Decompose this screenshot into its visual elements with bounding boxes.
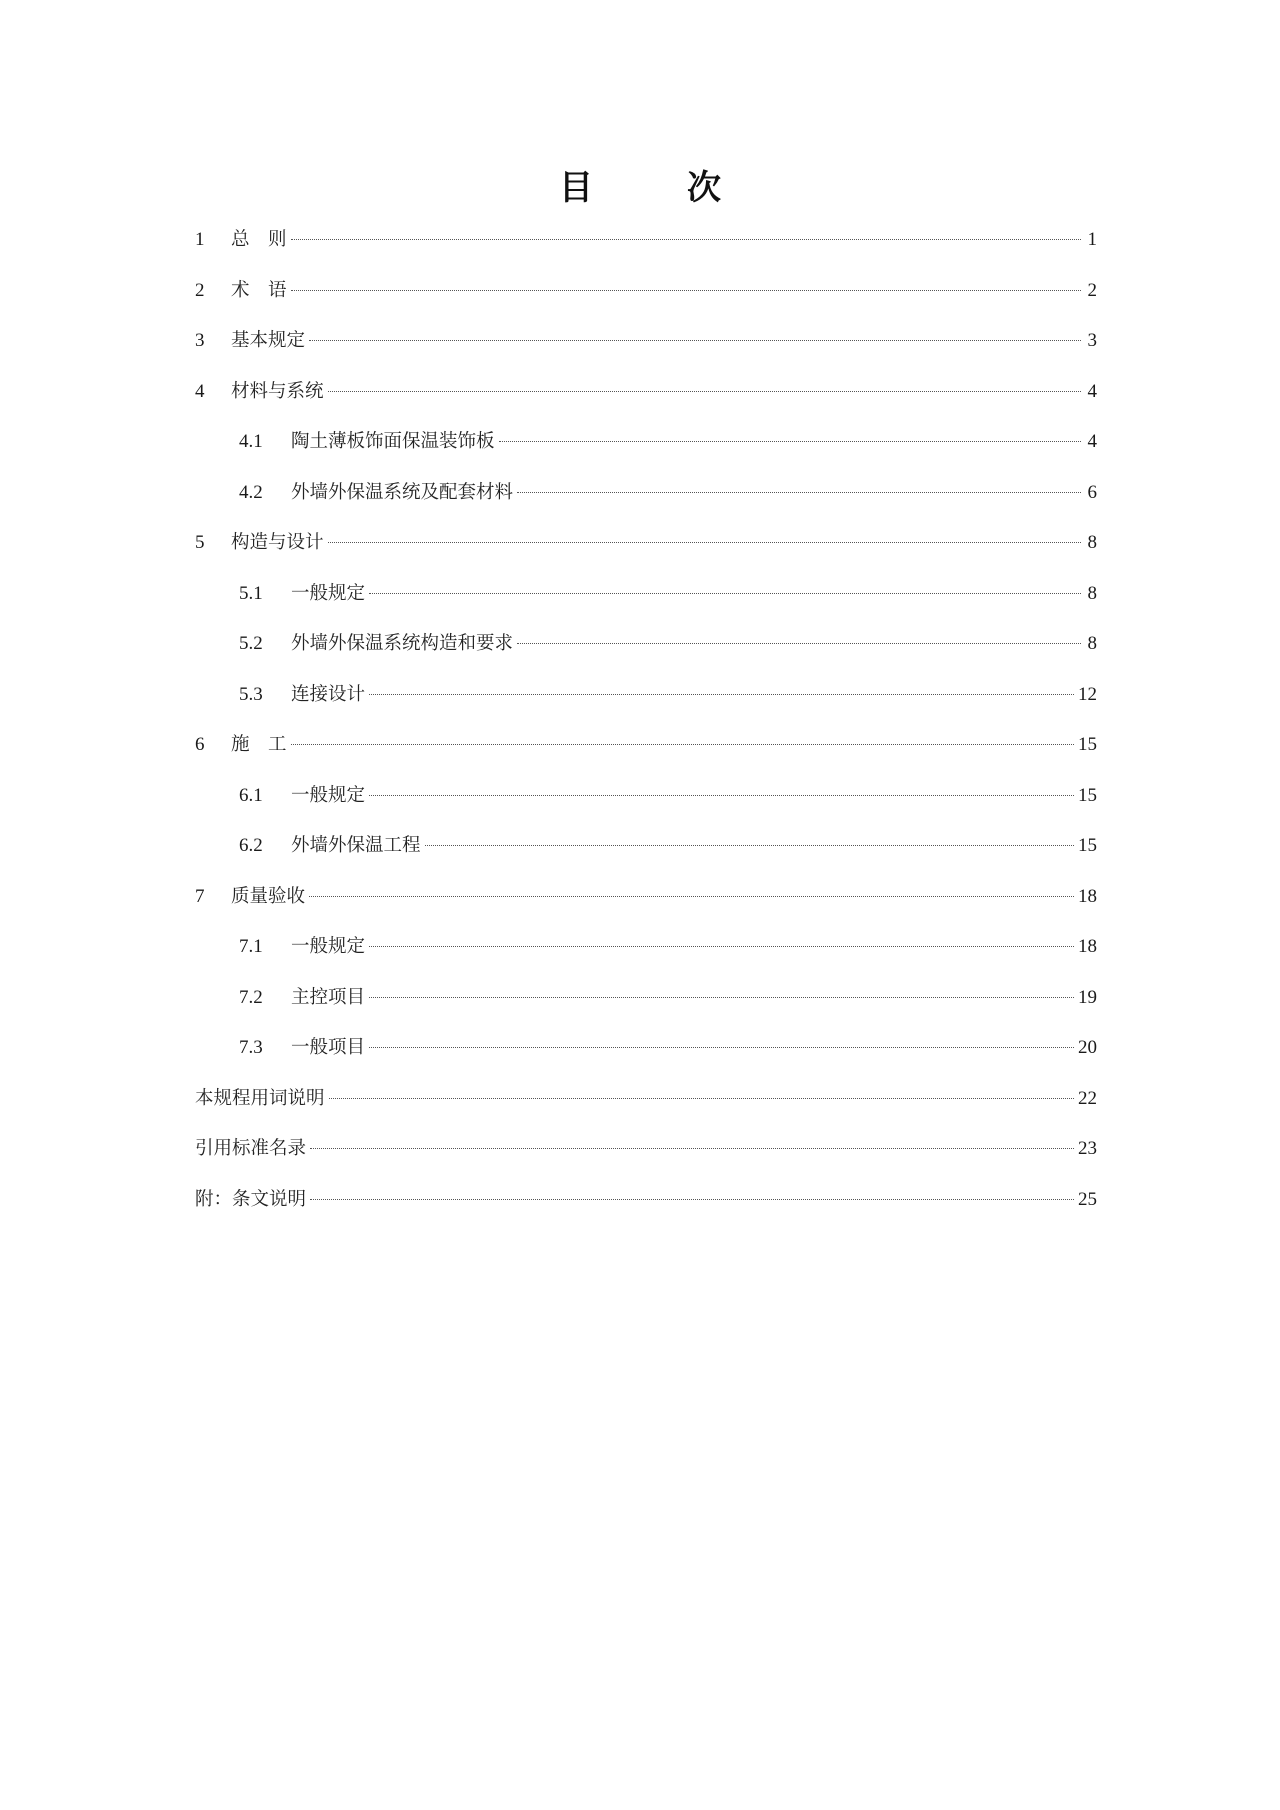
- toc-appendix-entry[interactable]: [195, 1084, 1097, 1135]
- toc-entry-label: 本规程用词说明: [195, 1087, 325, 1109]
- toc-entry-page: 18: [1078, 936, 1097, 957]
- toc-dot-leader: [369, 795, 1074, 796]
- toc-entry-label: 陶土薄板饰面保温装饰板: [291, 431, 495, 452]
- toc-dot-leader: [310, 1148, 1074, 1149]
- toc-entry-number: 6.1: [239, 784, 263, 806]
- toc-entry-number: 5.1: [239, 582, 263, 604]
- table-of-contents: [195, 225, 1097, 1235]
- toc-entry-page: 19: [1078, 986, 1097, 1008]
- toc-entry-page: 4: [1087, 431, 1097, 452]
- toc-entry-label: 质量验收: [231, 885, 306, 907]
- toc-entry-label: 连接设计: [291, 683, 366, 705]
- toc-entry-page: 8: [1087, 532, 1097, 553]
- toc-entry-page: 15: [1078, 734, 1097, 755]
- toc-dot-leader: [369, 1047, 1074, 1048]
- toc-entry-page: 8: [1087, 633, 1097, 654]
- toc-entry-number: 4.2: [239, 481, 263, 503]
- toc-entry-label: 引用标准名录: [195, 1138, 307, 1159]
- toc-dot-leader: [309, 896, 1074, 897]
- toc-entry-label: 术 语: [231, 279, 287, 301]
- toc-entry-page: 6: [1087, 481, 1097, 503]
- toc-entry[interactable]: [195, 730, 1097, 781]
- toc-entry-label: 外墙外保温系统及配套材料: [291, 481, 514, 503]
- toc-entry-number: 4: [195, 380, 205, 402]
- toc-entry-number: 7.2: [239, 986, 263, 1008]
- toc-entry-number: 6: [195, 734, 205, 755]
- toc-entry-page: 15: [1078, 784, 1097, 806]
- toc-dot-leader: [369, 694, 1074, 695]
- toc-entry-page: 12: [1078, 683, 1097, 705]
- toc-entry[interactable]: [195, 326, 1097, 377]
- toc-entry[interactable]: [195, 225, 1097, 276]
- toc-entry-label: 基本规定: [231, 330, 306, 351]
- toc-dot-leader: [328, 391, 1081, 392]
- toc-entry-label: 总 则: [231, 229, 287, 250]
- toc-entry-label: 构造与设计: [231, 532, 324, 553]
- toc-entry-number: 7.1: [239, 936, 263, 957]
- toc-entry-label: 一般规定: [291, 936, 366, 957]
- toc-entry-label: 主控项目: [291, 986, 366, 1008]
- toc-entry-page: 15: [1078, 835, 1097, 856]
- toc-entry-page: 8: [1087, 582, 1097, 604]
- toc-subentry[interactable]: [195, 781, 1097, 832]
- page-title: 目 次: [559, 168, 751, 208]
- toc-dot-leader: [499, 441, 1081, 442]
- toc-dot-leader: [309, 340, 1081, 341]
- toc-entry-label: 外墙外保温系统构造和要求: [291, 633, 514, 654]
- toc-entry-number: 7.3: [239, 1037, 263, 1058]
- toc-entry[interactable]: [195, 882, 1097, 933]
- toc-subentry[interactable]: [195, 579, 1097, 630]
- toc-subentry[interactable]: [195, 1033, 1097, 1084]
- toc-subentry[interactable]: [195, 680, 1097, 731]
- toc-entry[interactable]: [195, 377, 1097, 428]
- toc-appendix-entry[interactable]: [195, 1134, 1097, 1185]
- toc-entry-label: 材料与系统: [231, 380, 324, 402]
- toc-entry-label: 一般规定: [291, 582, 366, 604]
- toc-entry-page: 23: [1078, 1138, 1097, 1159]
- toc-dot-leader: [329, 1098, 1074, 1099]
- toc-entry-label: 附：条文说明: [195, 1188, 307, 1210]
- toc-entry-label: 外墙外保温工程: [291, 835, 421, 856]
- toc-dot-leader: [369, 997, 1074, 998]
- toc-entry[interactable]: [195, 528, 1097, 579]
- toc-entry-page: 4: [1087, 380, 1097, 402]
- toc-entry-number: 3: [195, 330, 205, 351]
- toc-entry-number: 4.1: [239, 431, 263, 452]
- toc-entry-label: 一般规定: [291, 784, 366, 806]
- toc-dot-leader: [291, 744, 1074, 745]
- toc-entry-page: 3: [1087, 330, 1097, 351]
- toc-entry-number: 6.2: [239, 835, 263, 856]
- toc-entry-page: 18: [1078, 885, 1097, 907]
- toc-entry-number: 5.2: [239, 633, 263, 654]
- toc-subentry[interactable]: [195, 932, 1097, 983]
- toc-dot-leader: [425, 845, 1074, 846]
- toc-dot-leader: [328, 542, 1081, 543]
- toc-entry-number: 5.3: [239, 683, 263, 705]
- toc-dot-leader: [517, 492, 1081, 493]
- toc-subentry[interactable]: [195, 629, 1097, 680]
- toc-entry-number: 5: [195, 532, 205, 553]
- toc-dot-leader: [369, 946, 1074, 947]
- toc-entry[interactable]: [195, 276, 1097, 327]
- toc-dot-leader: [517, 643, 1081, 644]
- toc-dot-leader: [291, 239, 1081, 240]
- toc-entry-page: 2: [1087, 279, 1097, 301]
- toc-entry-page: 1: [1087, 229, 1097, 250]
- toc-entry-number: 7: [195, 885, 205, 907]
- toc-entry-page: 22: [1078, 1087, 1097, 1109]
- toc-subentry[interactable]: [195, 831, 1097, 882]
- toc-subentry[interactable]: [195, 478, 1097, 529]
- toc-subentry[interactable]: [195, 427, 1097, 478]
- toc-entry-number: 2: [195, 279, 205, 301]
- toc-dot-leader: [369, 593, 1081, 594]
- toc-dot-leader: [310, 1199, 1074, 1200]
- toc-entry-number: 1: [195, 229, 205, 250]
- toc-appendix-entry[interactable]: [195, 1185, 1097, 1236]
- toc-dot-leader: [291, 290, 1081, 291]
- toc-entry-page: 20: [1078, 1037, 1097, 1058]
- toc-entry-label: 一般项目: [291, 1037, 366, 1058]
- toc-subentry[interactable]: [195, 983, 1097, 1034]
- toc-entry-page: 25: [1078, 1188, 1097, 1210]
- toc-entry-label: 施 工: [231, 734, 287, 755]
